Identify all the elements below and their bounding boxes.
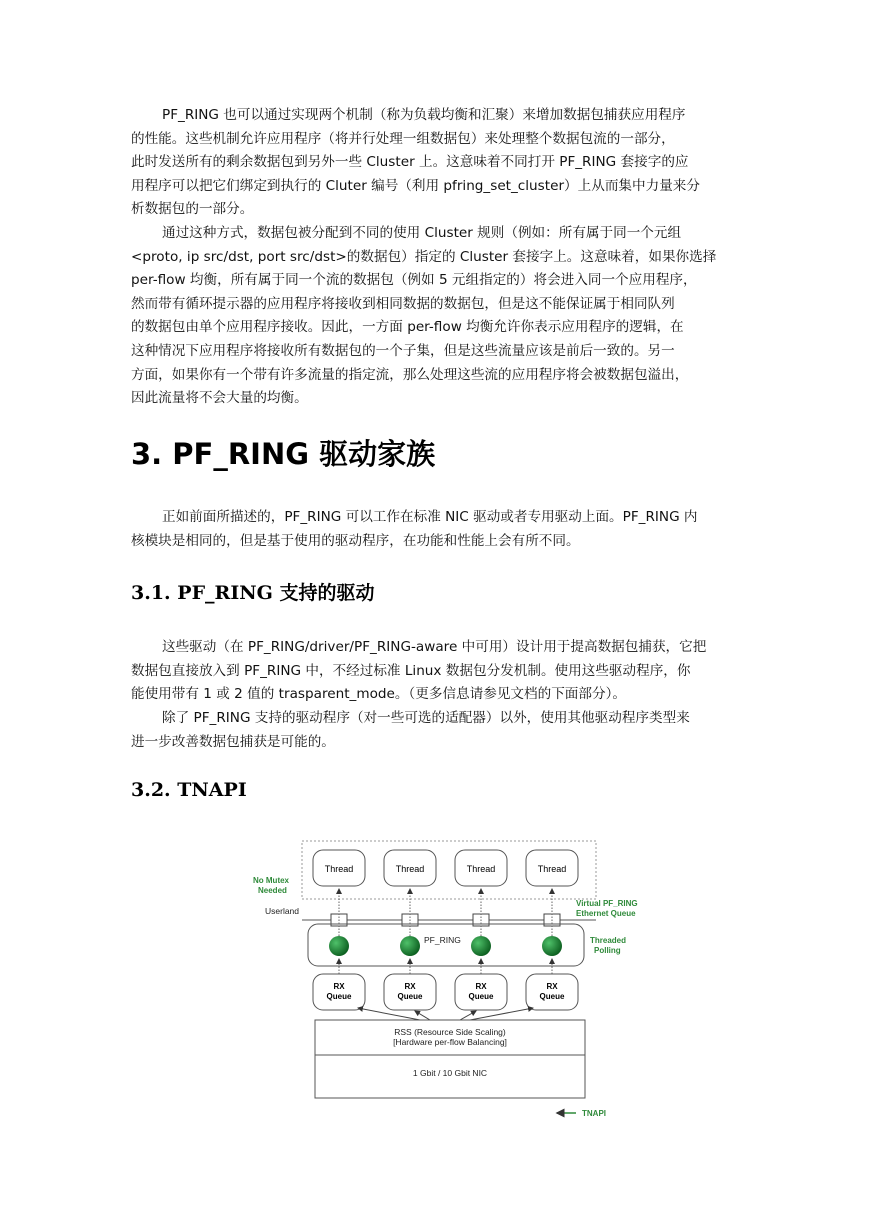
paragraph-aware-drivers bbox=[131, 636, 739, 707]
rx-queue-label: RX bbox=[475, 982, 487, 991]
rx-queue-label: RX bbox=[546, 982, 558, 991]
virtual-queue-label: Ethernet Queue bbox=[576, 909, 636, 918]
rss-label: [Hardware per-flow Balancing] bbox=[393, 1037, 507, 1047]
text-line: 核模块是相同的，但是基于使用的驱动程序，在功能和性能上会有所不同。 bbox=[131, 532, 580, 549]
thread-label: Thread bbox=[537, 864, 567, 874]
tnapi-diagram bbox=[250, 836, 638, 1126]
text-line: <proto, ip src/dst, port src/dst>的数据包）指定的 Cluster 套接字上。这意味着，如果你选择 bbox=[131, 248, 717, 265]
paragraph-cluster-rules bbox=[131, 222, 739, 411]
paragraph-other-drivers bbox=[131, 707, 739, 754]
rx-queue-label: RX bbox=[404, 982, 416, 991]
virtual-queue-label: Virtual PF_RING bbox=[576, 899, 638, 908]
polling-node bbox=[542, 936, 562, 956]
threaded-polling-label: Polling bbox=[594, 946, 621, 955]
threaded-polling-label: Threaded bbox=[590, 936, 627, 945]
text-line: 这些驱动（在 PF_RING/driver/PF_RING-aware 中可用）设计用于提高数据包捕获，它把 bbox=[162, 639, 707, 655]
thread-label: Thread bbox=[324, 864, 354, 874]
text-line: 能使用带有 1 或 2 值的 trasparent_mode。（更多信息请参见文档的下面部分）。 bbox=[131, 686, 626, 703]
text-line: 这种情况下应用程序将接收所有数据包的一个子集，但是这些流量应该是前后一致的。另一 bbox=[131, 342, 675, 359]
text-line: 此时发送所有的剩余数据包到另外一些 Cluster 上。这意味着不同打开 PF_RING 套接字的应 bbox=[131, 154, 689, 171]
rx-queue-box bbox=[455, 974, 507, 1010]
paragraph-load-balancing bbox=[131, 104, 739, 222]
text-line: 的数据包由单个应用程序接收。因此，一方面 per-flow 均衡允许你表示应用程序的逻辑，在 bbox=[131, 319, 684, 336]
rx-queue-label: Queue bbox=[326, 992, 352, 1001]
tnapi-legend-label: TNAPI bbox=[582, 1109, 606, 1118]
rx-queue-box bbox=[526, 974, 578, 1010]
thread-label: Thread bbox=[466, 864, 496, 874]
subsection-heading-supported-drivers: 3.1. PF_RING 支持的驱动 bbox=[131, 582, 375, 604]
text-line: 除了 PF_RING 支持的驱动程序（对一些可选的适配器）以外，使用其他驱动程序类型来 bbox=[162, 710, 690, 726]
thread-box bbox=[384, 850, 436, 886]
rx-queue-box bbox=[384, 974, 436, 1010]
text-line: 通过这种方式，数据包被分配到不同的使用 Cluster 规则（例如：所有属于同一个元组 bbox=[162, 225, 682, 241]
text-line: per-flow 均衡，所有属于同一个流的数据包（例如 5 元组指定的）将会进入同一个应用程序， bbox=[131, 272, 697, 289]
text-line: 数据包直接放入到 PF_RING 中，不经过标准 Linux 数据包分发机制。使用这些驱动程序，你 bbox=[131, 662, 691, 679]
text-line: 进一步改善数据包捕获是可能的。 bbox=[131, 733, 335, 750]
text-line: PF_RING 也可以通过实现两个机制（称为负载均衡和汇聚）来增加数据包捕获应用程序 bbox=[162, 107, 686, 123]
no-mutex-label: Needed bbox=[258, 886, 287, 895]
thread-box bbox=[455, 850, 507, 886]
rx-queue-label: Queue bbox=[468, 992, 494, 1001]
text-line: 然而带有循环提示器的应用程序将接收到相同数据的数据包，但是这不能保证属于相同队列 bbox=[131, 295, 675, 312]
rx-queue-label: Queue bbox=[397, 992, 423, 1001]
userland-label: Userland bbox=[265, 906, 300, 916]
polling-node bbox=[400, 936, 420, 956]
no-mutex-label: No Mutex bbox=[253, 876, 289, 885]
subsection-heading-tnapi: 3.2. TNAPI bbox=[131, 779, 247, 801]
pf-ring-label: PF_RING bbox=[424, 935, 461, 945]
rx-queue-box bbox=[313, 974, 365, 1010]
rx-queue-label: RX bbox=[333, 982, 345, 991]
text-line: 析数据包的一部分。 bbox=[131, 201, 254, 218]
paragraph-driver-intro bbox=[131, 506, 739, 553]
section-heading-driver-family: 3. PF_RING 驱动家族 bbox=[131, 437, 436, 471]
polling-node bbox=[329, 936, 349, 956]
rss-label: RSS (Resource Side Scaling) bbox=[394, 1027, 506, 1037]
polling-node bbox=[471, 936, 491, 956]
thread-box bbox=[526, 850, 578, 886]
text-line: 用程序可以把它们绑定到执行的 Cluter 编号（利用 pfring_set_cluster）上从而集中力量来分 bbox=[131, 177, 700, 194]
thread-label: Thread bbox=[395, 864, 425, 874]
text-line: 方面，如果你有一个带有许多流量的指定流，那么处理这些流的应用程序将会被数据包溢出， bbox=[131, 366, 689, 383]
text-line: 因此流量将不会大量的均衡。 bbox=[131, 390, 308, 407]
nic-label: 1 Gbit / 10 Gbit NIC bbox=[412, 1068, 488, 1078]
text-line: 的性能。这些机制允许应用程序（将并行处理一组数据包）来处理整个数据包流的一部分， bbox=[131, 130, 675, 147]
text-line: 正如前面所描述的，PF_RING 可以工作在标准 NIC 驱动或者专用驱动上面。PF_RING 内 bbox=[162, 509, 698, 525]
thread-box bbox=[313, 850, 365, 886]
rx-queue-label: Queue bbox=[539, 992, 565, 1001]
